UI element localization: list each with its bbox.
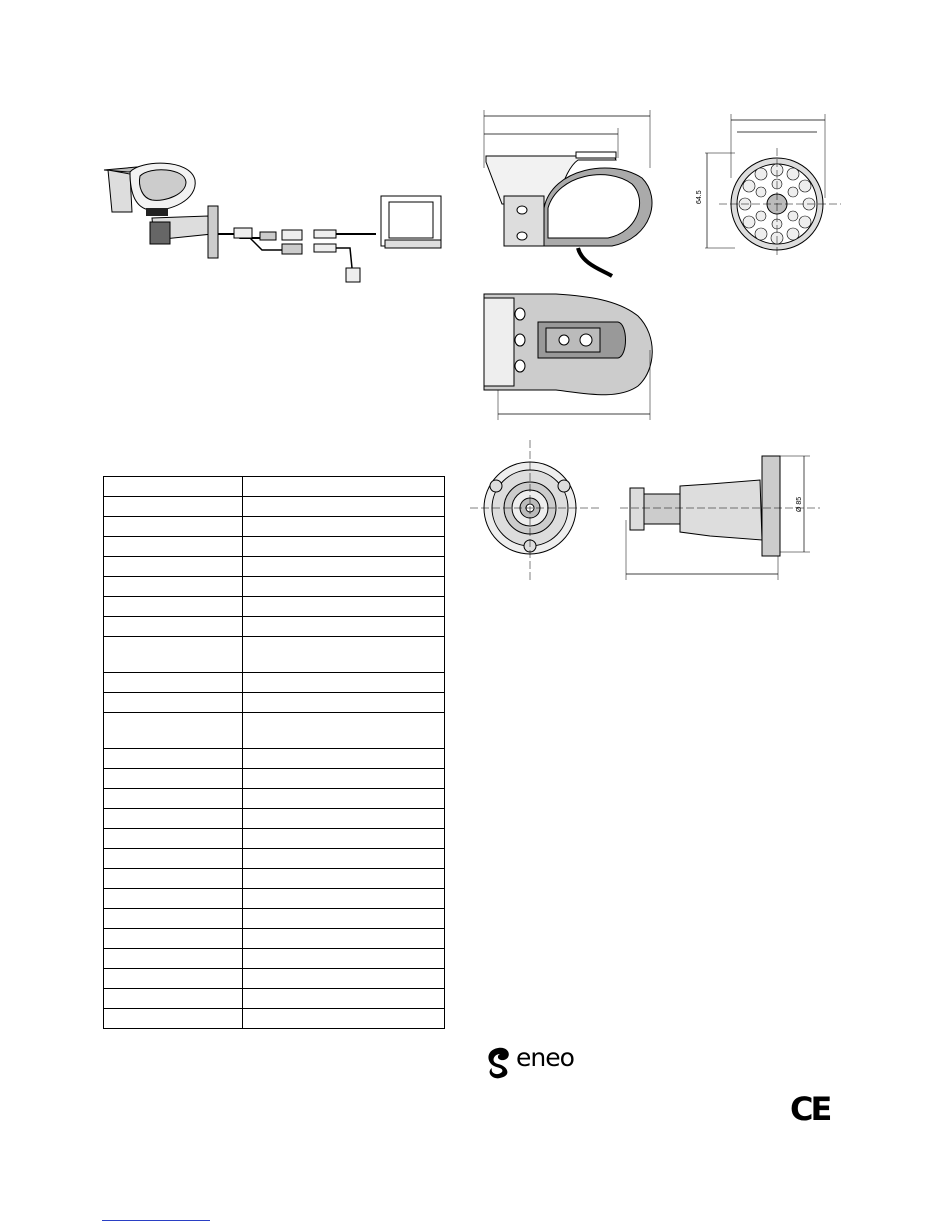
spec-label-cell bbox=[104, 617, 243, 637]
spec-row bbox=[104, 829, 445, 849]
spec-row bbox=[104, 673, 445, 693]
spec-row bbox=[104, 989, 445, 1009]
spec-row bbox=[104, 929, 445, 949]
spec-label-cell bbox=[104, 969, 243, 989]
spec-value-cell bbox=[243, 829, 445, 849]
spec-row bbox=[104, 789, 445, 809]
spec-label-cell bbox=[104, 989, 243, 1009]
spec-row bbox=[104, 949, 445, 969]
camera-top-view-drawing bbox=[478, 290, 668, 420]
spec-row bbox=[104, 909, 445, 929]
mount-front-view-drawing bbox=[470, 440, 600, 580]
eneo-logo-icon bbox=[484, 1046, 518, 1080]
spec-row bbox=[104, 557, 445, 577]
spec-row bbox=[104, 869, 445, 889]
spec-label-cell bbox=[104, 929, 243, 949]
spec-value-cell bbox=[243, 673, 445, 693]
spec-value-cell bbox=[243, 889, 445, 909]
spec-row bbox=[104, 769, 445, 789]
spec-value-cell bbox=[243, 869, 445, 889]
spec-value-cell bbox=[243, 557, 445, 577]
spec-value-cell bbox=[243, 537, 445, 557]
spec-label-cell bbox=[104, 637, 243, 673]
spec-label-cell bbox=[104, 1009, 243, 1029]
spec-row bbox=[104, 577, 445, 597]
spec-label-cell bbox=[104, 693, 243, 713]
spec-value-cell bbox=[243, 713, 445, 749]
spec-value-cell bbox=[243, 1009, 445, 1029]
spec-value-cell bbox=[243, 929, 445, 949]
spec-row bbox=[104, 637, 445, 673]
spec-value-cell bbox=[243, 849, 445, 869]
spec-label-cell bbox=[104, 537, 243, 557]
spec-value-cell bbox=[243, 597, 445, 617]
spec-label-cell bbox=[104, 557, 243, 577]
spec-label-cell bbox=[104, 597, 243, 617]
spec-value-cell bbox=[243, 497, 445, 517]
spec-value-cell bbox=[243, 969, 445, 989]
spec-label-cell bbox=[104, 869, 243, 889]
spec-value-cell bbox=[243, 989, 445, 1009]
spec-value-cell bbox=[243, 789, 445, 809]
spec-value-cell bbox=[243, 809, 445, 829]
spec-row bbox=[104, 693, 445, 713]
spec-row bbox=[104, 749, 445, 769]
connection-diagram bbox=[100, 150, 400, 300]
spec-label-cell bbox=[104, 713, 243, 749]
spec-value-cell bbox=[243, 517, 445, 537]
spec-label-cell bbox=[104, 497, 243, 517]
spec-value-cell bbox=[243, 693, 445, 713]
spec-label-cell bbox=[104, 789, 243, 809]
spec-value-cell bbox=[243, 949, 445, 969]
spec-value-cell bbox=[243, 617, 445, 637]
spec-label-cell bbox=[104, 749, 243, 769]
spec-value-cell bbox=[243, 749, 445, 769]
spec-row bbox=[104, 477, 445, 497]
spec-value-cell bbox=[243, 909, 445, 929]
spec-label-cell bbox=[104, 849, 243, 869]
specifications-table bbox=[103, 476, 445, 1029]
spec-value-cell bbox=[243, 637, 445, 673]
spec-label-cell bbox=[104, 909, 243, 929]
spec-label-cell bbox=[104, 829, 243, 849]
spec-row bbox=[104, 713, 445, 749]
brand-logo-text: eneo bbox=[516, 1043, 574, 1072]
spec-label-cell bbox=[104, 769, 243, 789]
spec-row bbox=[104, 809, 445, 829]
spec-row bbox=[104, 849, 445, 869]
spec-label-cell bbox=[104, 889, 243, 909]
spec-label-cell bbox=[104, 809, 243, 829]
spec-value-cell bbox=[243, 577, 445, 597]
spec-value-cell bbox=[243, 769, 445, 789]
spec-row bbox=[104, 537, 445, 557]
spec-row bbox=[104, 597, 445, 617]
spec-label-cell bbox=[104, 949, 243, 969]
spec-row bbox=[104, 1009, 445, 1029]
mount-diameter-label: Ø 85 bbox=[796, 496, 803, 512]
spec-value-cell bbox=[243, 477, 445, 497]
spec-row bbox=[104, 517, 445, 537]
camera-front-view-drawing bbox=[695, 108, 845, 258]
front-view-height-label: 64.5 bbox=[696, 190, 703, 204]
spec-row bbox=[104, 889, 445, 909]
ce-certification-mark: CE bbox=[790, 1090, 830, 1128]
spec-row bbox=[104, 617, 445, 637]
spec-row bbox=[104, 969, 445, 989]
spec-row bbox=[104, 497, 445, 517]
spec-label-cell bbox=[104, 673, 243, 693]
spec-label-cell bbox=[104, 517, 243, 537]
spec-label-cell bbox=[104, 477, 243, 497]
camera-side-view-drawing bbox=[482, 108, 672, 288]
mount-side-view-drawing bbox=[620, 450, 830, 590]
spec-label-cell bbox=[104, 577, 243, 597]
footer-link-underline bbox=[102, 1220, 210, 1221]
